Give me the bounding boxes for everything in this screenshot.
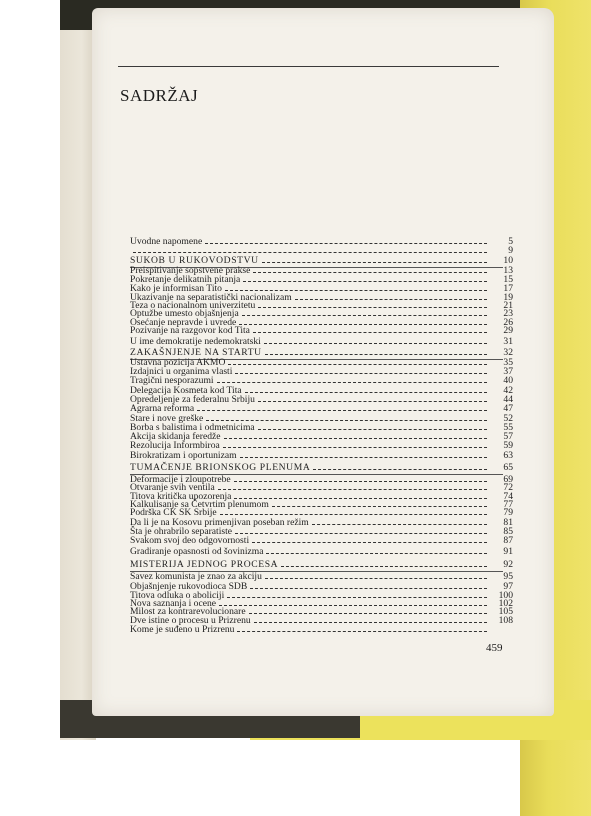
toc-entry-page: 57 [503,431,513,442]
toc-entry-title: Uvodne napomene [130,236,203,247]
toc-leader [220,514,487,515]
toc-entry-title: Otvaranje svih ventila [130,482,215,493]
toc-leader [265,578,487,579]
toc-leader [266,553,487,554]
page-number: 459 [486,642,503,654]
toc-entry-page: 17 [503,283,513,294]
toc-leader [258,401,487,402]
toc-entry-page: 5 [508,236,513,247]
toc-leader [235,533,487,534]
toc-leader [258,429,487,430]
toc-entry-title: Pozivanje na razgovor kod Tita [130,325,250,336]
toc-entry-page: 81 [503,517,513,528]
toc-entry-page: 13 [503,265,513,276]
toc-entry-title: Podrška CK SK Srbije [130,507,217,518]
toc-leader [235,373,487,374]
toc-entry-title: Stare i nove greške [130,413,204,424]
toc-leader [281,566,487,567]
toc-entry-page: 44 [503,394,513,405]
toc-leader [223,447,487,448]
toc-entry-title: Opredeljenje za federalnu Srbiju [130,394,255,405]
toc-entry-title: Agrarna reforma [130,403,195,414]
toc-entry-page: 65 [503,462,513,473]
toc-entry-title: Svakom svoj deo odgovornosti [130,535,250,546]
toc-leader [250,588,487,589]
toc-entry-page: 29 [503,325,513,336]
toc-entry-page: 72 [503,482,513,493]
toc-leader [218,489,487,490]
toc-leader [253,272,487,273]
toc-entry-title: Dve istine o procesu u Prizrenu [130,615,251,626]
toc-leader [228,364,487,365]
toc-entry-title: TUMAČENJE BRIONSKOG PLENUMA [130,462,311,473]
toc-entry [130,624,513,635]
toc-entry-page: 23 [503,308,513,319]
toc-section [130,559,513,570]
toc-entry-page: 40 [503,375,513,386]
toc-entry-title: SUKOB U RUKOVODSTVU [130,255,259,266]
toc-entry [130,336,513,347]
toc-entry-title: Teza o nacionalnom univerzitetu [130,300,256,311]
toc-entry-page: 74 [503,491,513,502]
toc-entry-title: Delegacija Kosmeta kod Tita [130,385,242,396]
toc-entry-page: 77 [503,499,513,510]
toc-entry-page: 87 [503,535,513,546]
toc-entry-page: 52 [503,413,513,424]
toc-entry-title: Osećanje nepravde i uvrede [130,317,237,328]
toc-leader [205,243,487,244]
toc-entry-page: 59 [503,440,513,451]
toc-entry-page: 31 [503,336,513,347]
toc-leader [240,457,487,458]
toc-entry-title: Da li je na Kosovu primenjivan poseban režim [130,517,309,528]
toc-entry-title: Nova saznanja i ocene [130,598,217,609]
toc-leader [254,622,487,623]
toc-entry-page: 79 [503,507,513,518]
toc-entry-title: Milost za kontrarevolucionare [130,606,246,617]
toc-entry-page: 91 [503,546,513,557]
toc-entry-title: U ime demokratije nedemokratski [130,336,261,347]
toc-entry-title: Kako je informisan Tito [130,283,222,294]
toc-entry-title: Kome je suđeno u Prizrenu [130,624,235,635]
toc-entry-page: 10 [503,255,513,266]
toc-leader [243,281,487,282]
toc-entry-title: Objašnjenje rukovodioca SDB [130,581,248,592]
toc-entry-page: 100 [498,590,513,601]
toc-entry [130,546,513,557]
toc-entry-page: 35 [503,357,513,368]
toc-entry [130,450,513,461]
toc-entry-page: 9 [508,245,513,256]
toc-entry-title: Birokratizam i oportunizam [130,450,237,461]
toc-section [130,462,513,473]
toc-leader [249,613,487,614]
toc-entry-title: Kalkulisanje sa Četvrtim plenumom [130,499,269,510]
toc-entry-page: 42 [503,385,513,396]
toc-entry-title: Deformacije i zloupotrebe [130,474,231,485]
toc-entry [130,325,513,336]
toc-entry-page: 95 [503,571,513,582]
toc-entry-page: 105 [498,606,513,617]
toc-leader [262,262,487,263]
toc-entry-title: Savez komunista je znao za akciju [130,571,262,582]
toc-leader [133,252,487,253]
toc-entry-page: 102 [498,598,513,609]
toc-entry-page: 26 [503,317,513,328]
toc-leader [217,382,487,383]
toc-entry-page: 15 [503,274,513,285]
toc-leader [313,469,487,470]
toc-entry-page: 21 [503,300,513,311]
toc-leader [237,631,487,632]
toc-entry-title: Titova odluka o aboliciji [130,590,225,601]
page-title: SADRŽAJ [120,86,199,105]
toc-entry-page: 32 [503,347,513,358]
toc-leader [224,438,487,439]
toc-entry [130,535,513,546]
toc-entry-page: 69 [503,474,513,485]
toc-entry-title: ZAKAŠNJENJE NA STARTU [130,347,262,358]
toc-leader [312,524,487,525]
toc-entry-title: Preispitivanje sopstvene prakse [130,265,251,276]
toc-entry-title: Titova kritička upozorenja [130,491,232,502]
toc-entry-page: 92 [503,559,513,570]
toc-entry-page: 85 [503,526,513,537]
toc-entry-page: 19 [503,292,513,303]
toc-entry-title: Gradiranje opasnosti od šovinizma [130,546,264,557]
toc-entry-title: Izdajnici u organima vlasti [130,366,233,377]
toc-leader [225,290,487,291]
toc-entry-page: 47 [503,403,513,414]
toc-leader [265,354,487,355]
toc-leader [264,343,487,344]
toc-entry-title: Ustavna pozicija AKMO [130,357,226,368]
toc-leader [252,542,487,543]
toc-leader [242,315,487,316]
toc-entry-title: Akcija skidanja feredže [130,431,221,442]
toc-entry-title: Borba s balistima i odmetnicima [130,422,255,433]
toc-leader [206,420,487,421]
toc-entry-title: Rezolucija Informbiroa [130,440,220,451]
toc-leader [197,410,487,411]
toc-entry-page: 97 [503,581,513,592]
toc-entry-title: Šta je ohrabrilo separatiste [130,526,233,537]
toc-leader [245,392,487,393]
toc-entry-page: 37 [503,366,513,377]
toc-leader [253,332,487,333]
toc-entry-page: 63 [503,450,513,461]
toc-entry-title: MISTERIJA JEDNOG PROCESA [130,559,279,570]
toc-entry-title: Tragični nesporazumi [130,375,214,386]
toc-entry-page: 55 [503,422,513,433]
toc-entry-title: Pokretanje delikatnih pitanja [130,274,241,285]
toc-entry-title: Optužbe umesto objašnjenja [130,308,239,319]
toc-entry-page: 108 [498,615,513,626]
toc-entry-title: Ukazivanje na separatistički nacionalizam [130,292,292,303]
